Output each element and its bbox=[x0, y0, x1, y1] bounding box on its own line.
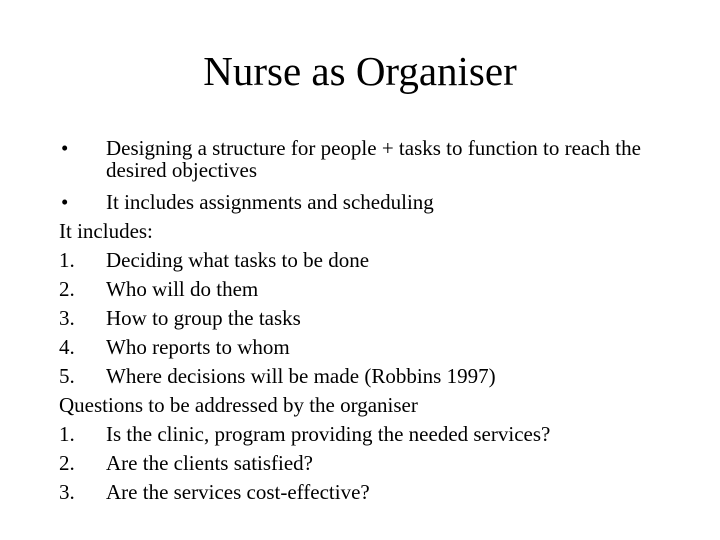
list-text: Where decisions will be made (Robbins 1997) bbox=[106, 364, 496, 388]
bullet-text: Designing a structure for people + tasks to function to reach the desired objectives bbox=[106, 136, 641, 182]
list-number: 3. bbox=[59, 306, 75, 330]
list-number: 2. bbox=[59, 451, 75, 475]
list-text: Who will do them bbox=[106, 277, 259, 301]
slide-body bbox=[59, 137, 659, 507]
list-text: Who reports to whom bbox=[106, 335, 290, 359]
questions-heading: Questions to be addressed by the organiser bbox=[59, 393, 418, 417]
bullet-item bbox=[59, 137, 659, 181]
list-text: Is the clinic, program providing the needed services? bbox=[106, 422, 551, 446]
bullet-item bbox=[59, 188, 659, 217]
list-number: 3. bbox=[59, 480, 75, 504]
list-number: 4. bbox=[59, 335, 75, 359]
list-text: Are the clients satisfied? bbox=[106, 451, 314, 475]
includes-heading: It includes: bbox=[59, 219, 153, 243]
list-number: 5. bbox=[59, 364, 75, 388]
list-item bbox=[59, 333, 659, 362]
list-item bbox=[59, 449, 659, 478]
list-text: Deciding what tasks to be done bbox=[106, 248, 370, 272]
bullet-icon: • bbox=[61, 190, 69, 214]
list-item bbox=[59, 478, 659, 507]
list-item bbox=[59, 420, 659, 449]
list-item bbox=[59, 304, 659, 333]
list-text: How to group the tasks bbox=[106, 306, 301, 330]
bullet-icon: • bbox=[61, 136, 69, 160]
slide-title: Nurse as Organiser bbox=[203, 48, 517, 94]
list-number: 2. bbox=[59, 277, 75, 301]
list-item bbox=[59, 275, 659, 304]
list-item bbox=[59, 362, 659, 391]
list-number: 1. bbox=[59, 422, 75, 446]
list-number: 1. bbox=[59, 248, 75, 272]
list-text: Are the services cost-effective? bbox=[106, 480, 370, 504]
list-item bbox=[59, 246, 659, 275]
bullet-text: It includes assignments and scheduling bbox=[106, 190, 434, 214]
